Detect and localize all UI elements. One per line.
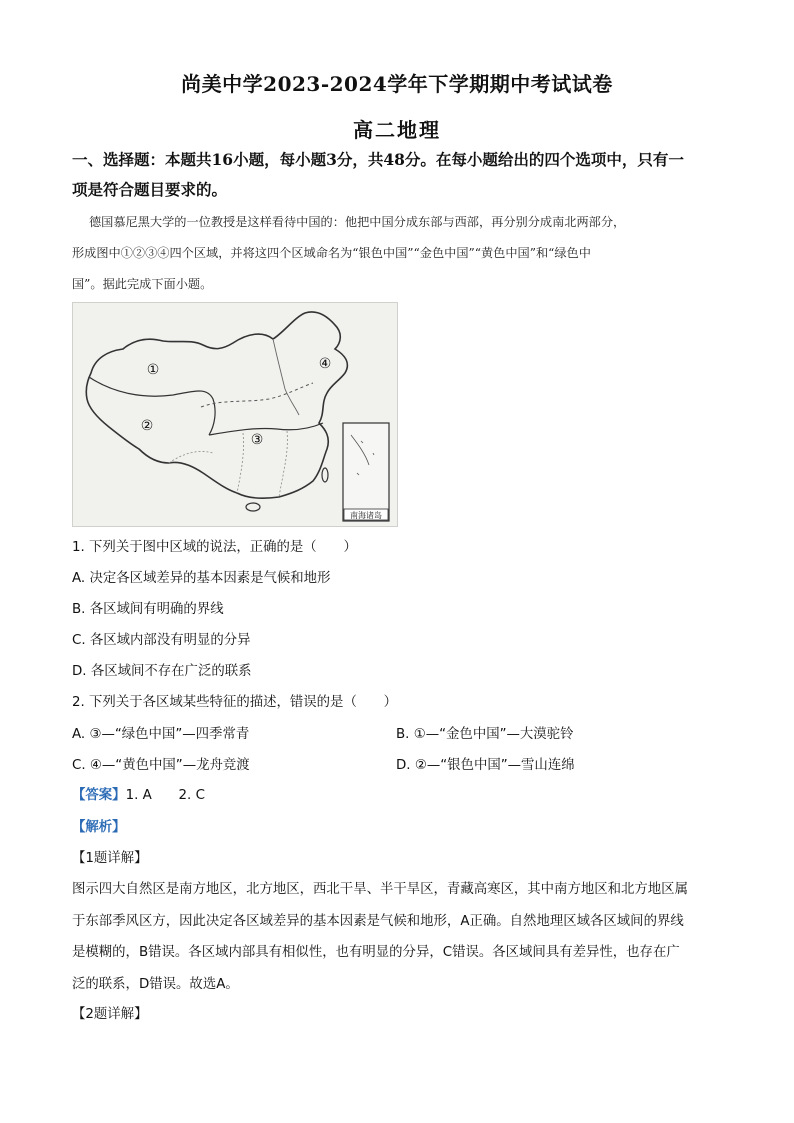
analysis-tag: 【解析】 [72,820,126,835]
q2-option-d: D. ②—“银色中国”—雪山连绵 [396,758,575,773]
exam-title: 尚美中学2023-2024学年下学期期中考试试卷 [181,72,613,96]
q2-option-b: B. ①—“金色中国”—大漠驼铃 [396,727,574,742]
q2-option-a: A. ③—“绿色中国”—四季常青 [72,727,250,742]
region-label-2: ② [140,418,154,434]
intro-line-3: 国”。据此完成下面小题。 [72,277,213,291]
detail-1-line: 泛的联系，D错误。故选A。 [72,976,239,992]
exam-subject: 高二地理 [353,118,441,142]
analysis-row [72,816,126,835]
section-heading-line-1: 一、选择题：本题共16小题，每小题3分，共48分。在每小题给出的四个选项中，只有一 [72,150,684,169]
south-china-sea-inset [343,423,389,521]
section-heading [72,145,724,205]
q1-option-d: D. 各区域间不存在广泛的联系 [72,664,252,679]
detail-1-heading: 【1题详解】 [72,851,148,866]
intro-line-1: 德国慕尼黑大学的一位教授是这样看待中国的：他把中国分成东部与西部，再分别分成南北两部分， [89,215,626,229]
detail-1-body [72,874,724,1000]
intro-line-2: 形成图中①②③④四个区域，并将这四个区域命名为“银色中国”“金色中国”“黄色中国”和“绿色中 [72,246,591,260]
region-label-3: ③ [250,432,264,448]
q2-stem: 2. 下列关于各区域某些特征的描述，错误的是（ ） [72,695,398,710]
q1-stem: 1. 下列关于图中区域的说法，正确的是（ ） [72,540,357,555]
section-heading-line-2: 项是符合题目要求的。 [72,180,228,199]
region-label-4: ④ [318,356,332,372]
answer-value: 1. A 2. C [125,788,205,803]
detail-1-line: 是模糊的，B错误。各区域内部具有相似性，也有明显的分异，C错误。各区域间具有差异性，也存在广 [72,945,680,960]
region-label-1: ① [146,362,160,378]
question-intro [72,207,722,300]
china-region-map [72,302,398,527]
detail-2-heading: 【2题详解】 [72,1007,148,1022]
answer-tag: 【答案】 [72,788,126,803]
answer-row [72,784,205,803]
china-map-drawing [73,303,397,526]
q1-option-a: A. 决定各区域差异的基本因素是气候和地形 [72,571,331,586]
q1-option-b: B. 各区域间有明确的界线 [72,602,224,617]
q1-option-c: C. 各区域内部没有明显的分异 [72,633,251,648]
q2-option-c: C. ④—“黄色中国”—龙舟竞渡 [72,758,250,773]
detail-1-line: 于东部季风区方，因此决定各区域差异的基本因素是气候和地形，A正确。自然地理区域各区域间的界线 [72,913,684,929]
detail-1-line: 图示四大自然区是南方地区，北方地区，西北干旱、半干旱区，青藏高寒区，其中南方地区和北方地区属 [72,882,688,897]
inset-caption: 南海诸岛 [350,511,382,520]
